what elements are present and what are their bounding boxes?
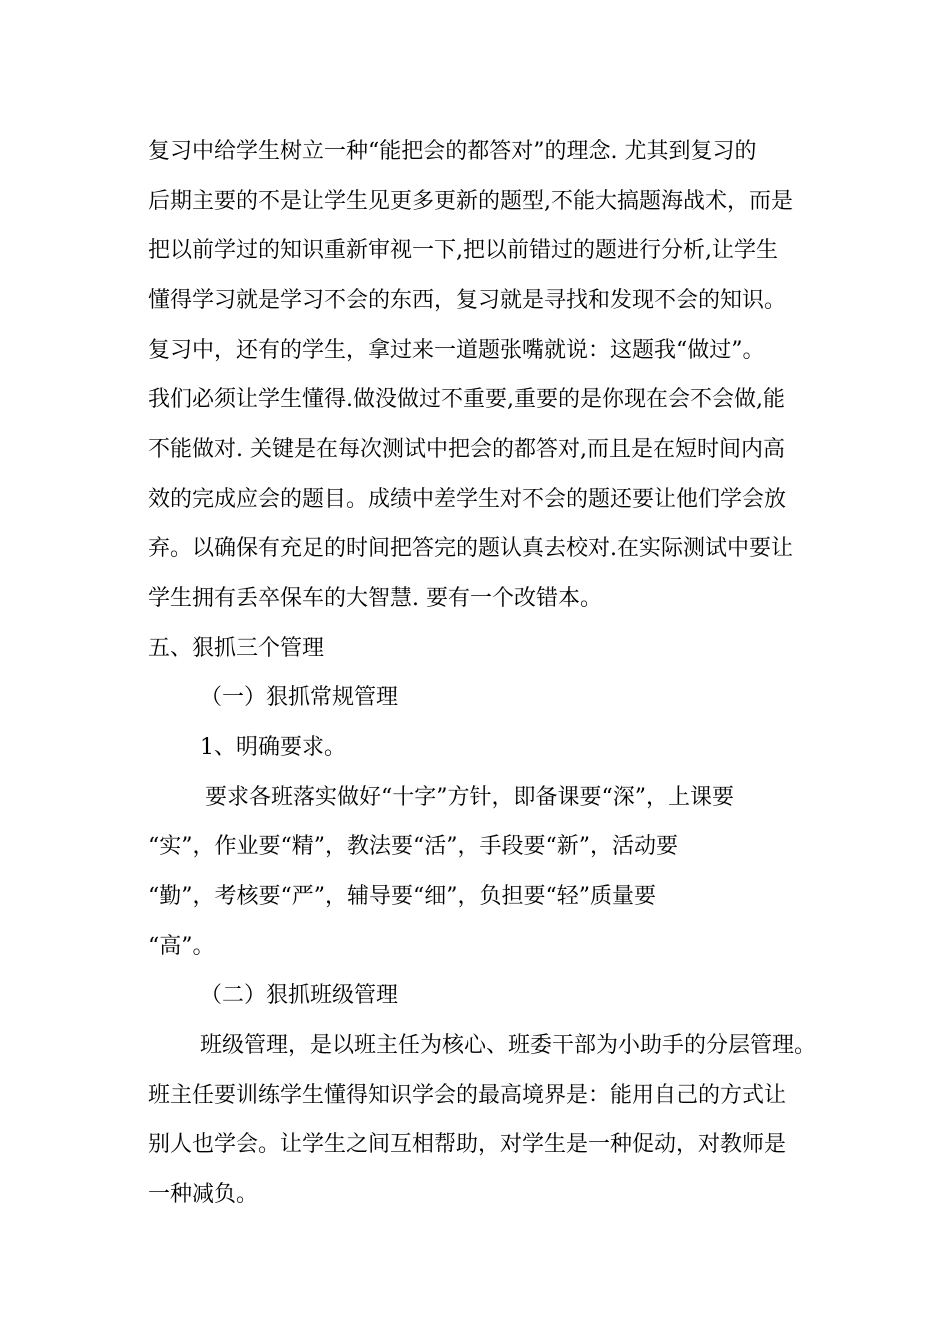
class-management-line-2: 班主任要训练学生懂得知识学会的最高境界是：能用自己的方式让 bbox=[148, 1083, 787, 1108]
item-heading: 1、明确要求。 bbox=[200, 735, 346, 760]
subsection-heading-1: （一）狠抓常规管理 bbox=[200, 685, 399, 710]
class-management-line-1: 班级管理，是以班主任为核心、班委干部为小助手的分层管理。 bbox=[200, 1033, 817, 1058]
section-heading: 五、狠抓三个管理 bbox=[148, 636, 325, 661]
paragraph-line-6: 我们必须让学生懂得.做没做过不重要,重要的是你现在会不会做,能 bbox=[148, 387, 785, 412]
class-management-line-4: 一种减负。 bbox=[148, 1182, 259, 1207]
requirement-line-1: 要求各班落实做好“十字”方针，即备课要“深”，上课要 bbox=[205, 785, 734, 810]
paragraph-line-5: 复习中，还有的学生，拿过来一道题张嘴就说：这题我“做过”。 bbox=[148, 338, 765, 363]
paragraph-line-4: 懂得学习就是学习不会的东西，复习就是寻找和发现不会的知识。 bbox=[148, 288, 787, 313]
paragraph-line-2: 后期主要的不是让学生见更多更新的题型,不能大搞题海战术，而是 bbox=[148, 189, 793, 214]
paragraph-line-1: 复习中给学生树立一种“能把会的都答对”的理念. 尤其到复习的 bbox=[148, 139, 757, 164]
class-management-line-3: 别人也学会。让学生之间互相帮助，对学生是一种促动，对教师是 bbox=[148, 1132, 787, 1157]
subsection-heading-2: （二）狠抓班级管理 bbox=[200, 983, 399, 1008]
paragraph-line-3: 把以前学过的知识重新审视一下,把以前错过的题进行分析,让学生 bbox=[148, 238, 778, 263]
requirement-line-3: “勤”，考核要“严”，辅导要“细”，负担要“轻”质量要 bbox=[148, 884, 656, 909]
requirement-line-4: “高”。 bbox=[148, 934, 215, 959]
paragraph-line-10: 学生拥有丢卒保车的大智慧. 要有一个改错本。 bbox=[148, 586, 602, 611]
paragraph-line-9: 弃。以确保有充足的时间把答完的题认真去校对.在实际测试中要让 bbox=[148, 536, 793, 561]
requirement-line-2: “实”，作业要“精”，教法要“活”，手段要“新”，活动要 bbox=[148, 834, 678, 859]
paragraph-line-7: 不能做对. 关键是在每次测试中把会的都答对,而且是在短时间内高 bbox=[148, 437, 785, 462]
paragraph-line-8: 效的完成应会的题目。成绩中差学生对不会的题还要让他们学会放 bbox=[148, 487, 787, 512]
